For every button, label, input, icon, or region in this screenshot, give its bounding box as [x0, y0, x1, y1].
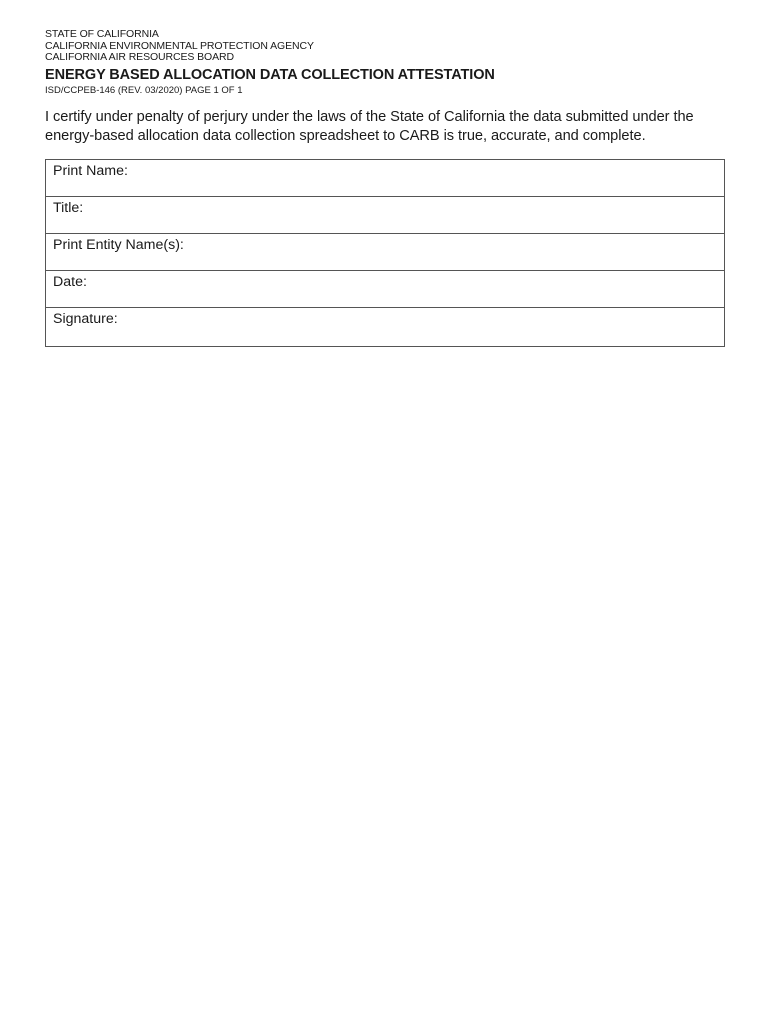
- field-row-print-name: [46, 160, 724, 197]
- field-row-entity-name: [46, 234, 724, 271]
- agency-line-carb: CALIFORNIA AIR RESOURCES BOARD: [45, 51, 234, 63]
- print-name-field[interactable]: [206, 164, 716, 192]
- certification-statement: [45, 108, 735, 145]
- entity-name-label: Print Entity Name(s):: [53, 237, 184, 253]
- signature-field[interactable]: [206, 312, 716, 340]
- form-id: ISD/CCPEB-146 (REV. 03/2020) PAGE 1 OF 1: [45, 84, 243, 96]
- field-row-signature: [46, 308, 724, 346]
- signature-label: Signature:: [53, 311, 118, 327]
- date-field[interactable]: [206, 275, 716, 303]
- certification-line-2: energy-based allocation data collection spreadsheet to CARB is true, accurate, and complete.: [45, 127, 646, 144]
- title-field[interactable]: [206, 201, 716, 229]
- attestation-form: [45, 159, 725, 347]
- form-header: [45, 29, 495, 97]
- field-row-date: [46, 271, 724, 308]
- title-label: Title:: [53, 200, 84, 216]
- field-row-title: [46, 197, 724, 234]
- certification-line-1: I certify under penalty of perjury under the laws of the State of California the data submitted under the: [45, 109, 694, 125]
- entity-name-field[interactable]: [206, 238, 716, 266]
- agency-line-state: STATE OF CALIFORNIA: [45, 28, 159, 40]
- agency-line-calepa: CALIFORNIA ENVIRONMENTAL PROTECTION AGENCY: [45, 39, 314, 52]
- date-label: Date:: [53, 274, 87, 290]
- form-title: ENERGY BASED ALLOCATION DATA COLLECTION ATTESTATION: [45, 66, 495, 83]
- print-name-label: Print Name:: [53, 163, 128, 179]
